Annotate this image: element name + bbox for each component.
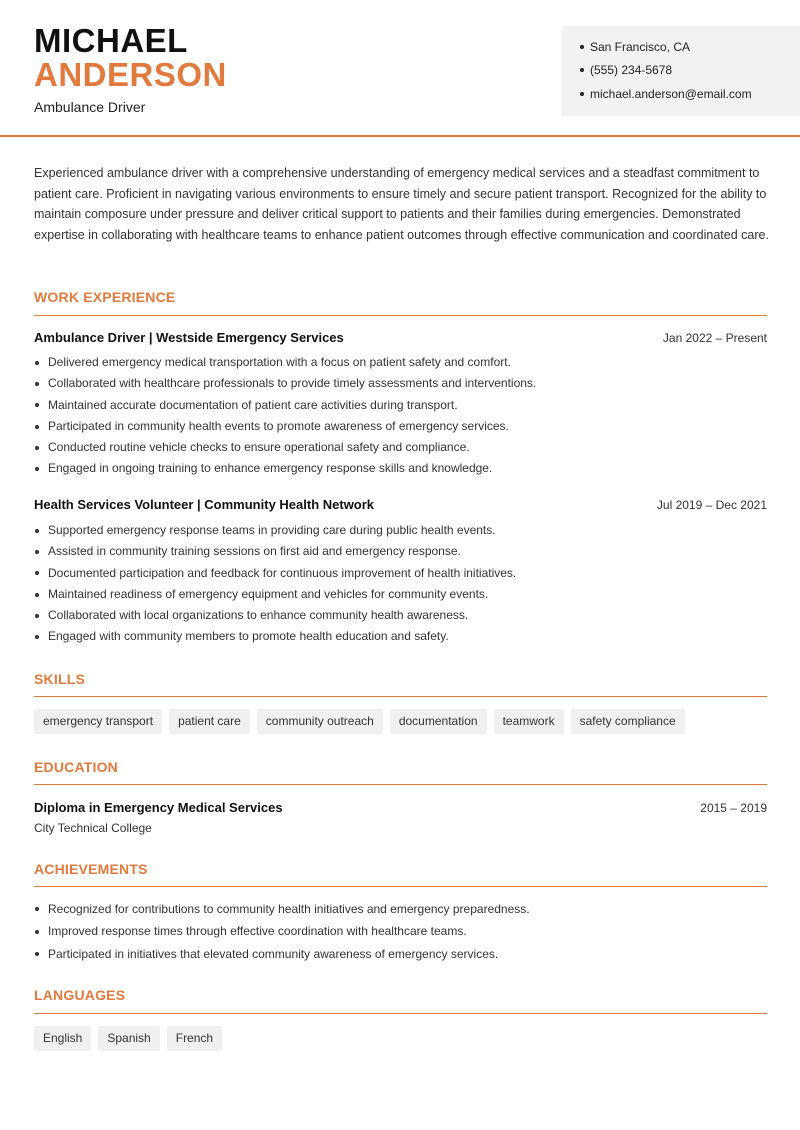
bullet-text: Maintained readiness of emergency equipment and vehicles for community events. bbox=[48, 586, 489, 601]
bullet-icon bbox=[35, 907, 39, 911]
job-dates: Jul 2019 – Dec 2021 bbox=[656, 498, 767, 512]
contact-phone bbox=[580, 63, 672, 77]
section-divider bbox=[34, 696, 767, 697]
skill-chip: safety compliance bbox=[571, 709, 685, 734]
email-text: michael.anderson@email.com bbox=[590, 87, 752, 101]
bullet-icon bbox=[35, 403, 39, 407]
bullet-icon bbox=[35, 571, 39, 575]
contact-location bbox=[580, 40, 690, 54]
bullet-icon bbox=[35, 361, 39, 365]
list-item bbox=[34, 563, 767, 584]
bullet-text: Conducted routine vehicle checks to ensure operational safety and compliance. bbox=[48, 440, 470, 455]
bullet-icon bbox=[35, 550, 39, 554]
list-item bbox=[34, 898, 767, 921]
job-bullets bbox=[34, 520, 767, 648]
job-dates: Jan 2022 – Present bbox=[662, 331, 767, 345]
bullet-text: Participated in community health events to promote awareness of emergency services. bbox=[48, 418, 509, 433]
language-chip: English bbox=[34, 1026, 91, 1051]
languages-heading: LANGUAGES bbox=[34, 987, 126, 1003]
bullet-icon bbox=[580, 92, 584, 96]
skill-chip: community outreach bbox=[257, 709, 383, 734]
list-item bbox=[34, 921, 767, 944]
list-item bbox=[34, 943, 767, 966]
bullet-text: Collaborated with healthcare professionals to provide timely assessments and interventions. bbox=[48, 376, 537, 391]
contact-email bbox=[580, 87, 752, 101]
bullet-text: Delivered emergency medical transportation with a focus on patient safety and comfort. bbox=[48, 355, 511, 369]
job-role: Ambulance Driver | Westside Emergency Services bbox=[34, 330, 344, 345]
section-divider bbox=[34, 1013, 767, 1014]
phone-text: (555) 234-5678 bbox=[590, 63, 673, 77]
location-text: San Francisco, CA bbox=[590, 40, 691, 54]
contact-box bbox=[562, 26, 800, 116]
bullet-text: Engaged with community members to promote health education and safety. bbox=[48, 629, 449, 644]
summary-paragraph: Experienced ambulance driver with a comprehensive understanding of emergency medical services and a steadfast commitment to patient care. Proficient in navigating various environments to ensure timely and secure patient transport. Recognized for the ability to maintain composure under pressure and deliver critical support to patients and their families during emergencies. Demonstrated expertise in collaborating with healthcare teams to enhance patient outcomes through effective communication and coordinated care. bbox=[34, 166, 769, 242]
list-item bbox=[34, 605, 767, 626]
last-name: ANDERSON bbox=[34, 56, 227, 93]
bullet-icon bbox=[580, 45, 584, 49]
language-chip: French bbox=[167, 1026, 222, 1051]
bullet-text: Documented participation and feedback for continuous improvement of health initiatives. bbox=[48, 565, 517, 580]
bullet-icon bbox=[35, 529, 39, 533]
bullet-icon bbox=[35, 425, 39, 429]
bullet-icon bbox=[35, 614, 39, 618]
achievements-heading: ACHIEVEMENTS bbox=[34, 861, 148, 877]
education-heading: EDUCATION bbox=[34, 759, 118, 775]
language-chip: Spanish bbox=[98, 1026, 159, 1051]
bullet-icon bbox=[35, 593, 39, 597]
list-item bbox=[34, 352, 767, 373]
job-role: Health Services Volunteer | Community Health Network bbox=[34, 497, 375, 512]
resume-header bbox=[0, 0, 800, 137]
section-divider bbox=[34, 315, 767, 316]
education-entry-header bbox=[34, 800, 767, 815]
bullet-text: Assisted in community training sessions on first aid and emergency response. bbox=[48, 544, 461, 559]
bullet-icon bbox=[35, 382, 39, 386]
skill-chip: patient care bbox=[169, 709, 250, 734]
list-item bbox=[34, 584, 767, 605]
list-item bbox=[34, 395, 767, 416]
list-item bbox=[34, 458, 767, 479]
first-name: MICHAEL bbox=[34, 22, 188, 59]
job-entry-header bbox=[34, 497, 767, 512]
work-experience-heading: WORK EXPERIENCE bbox=[34, 289, 176, 305]
bullet-text: Collaborated with local organizations to enhance community health awareness. bbox=[48, 608, 469, 623]
languages-list bbox=[34, 1026, 222, 1051]
job-entry-header bbox=[34, 330, 767, 345]
bullet-icon bbox=[35, 446, 39, 450]
bullet-text: Recognized for contributions to community health initiatives and emergency preparedness. bbox=[48, 901, 530, 916]
list-item bbox=[34, 437, 767, 458]
skill-chip: teamwork bbox=[494, 709, 564, 734]
education-dates: 2015 – 2019 bbox=[700, 801, 767, 815]
list-item bbox=[34, 416, 767, 437]
skills-list bbox=[34, 709, 685, 734]
bullet-icon bbox=[580, 68, 584, 72]
bullet-text: Improved response times through effective coordination with healthcare teams. bbox=[48, 924, 467, 939]
bullet-text: Participated in initiatives that elevated community awareness of emergency services. bbox=[48, 946, 499, 961]
job-bullets bbox=[34, 352, 767, 480]
bullet-text: Maintained accurate documentation of patient care activities during transport. bbox=[48, 397, 458, 412]
school-name: City Technical College bbox=[34, 821, 152, 835]
bullet-text: Engaged in ongoing training to enhance emergency response skills and knowledge. bbox=[48, 461, 493, 476]
list-item bbox=[34, 541, 767, 562]
skills-heading: SKILLS bbox=[34, 671, 85, 687]
skill-chip: emergency transport bbox=[34, 709, 162, 734]
bullet-icon bbox=[35, 467, 39, 471]
skill-chip: documentation bbox=[390, 709, 487, 734]
degree-title: Diploma in Emergency Medical Services bbox=[34, 800, 283, 815]
job-title: Ambulance Driver bbox=[34, 99, 146, 115]
bullet-icon bbox=[35, 930, 39, 934]
achievements-list bbox=[34, 898, 767, 966]
bullet-text: Supported emergency response teams in providing care during public health events. bbox=[48, 523, 496, 537]
bullet-icon bbox=[35, 635, 39, 639]
bullet-icon bbox=[35, 952, 39, 956]
list-item bbox=[34, 520, 767, 541]
section-divider bbox=[34, 784, 767, 785]
section-divider bbox=[34, 886, 767, 887]
list-item bbox=[34, 373, 767, 394]
list-item bbox=[34, 626, 767, 647]
